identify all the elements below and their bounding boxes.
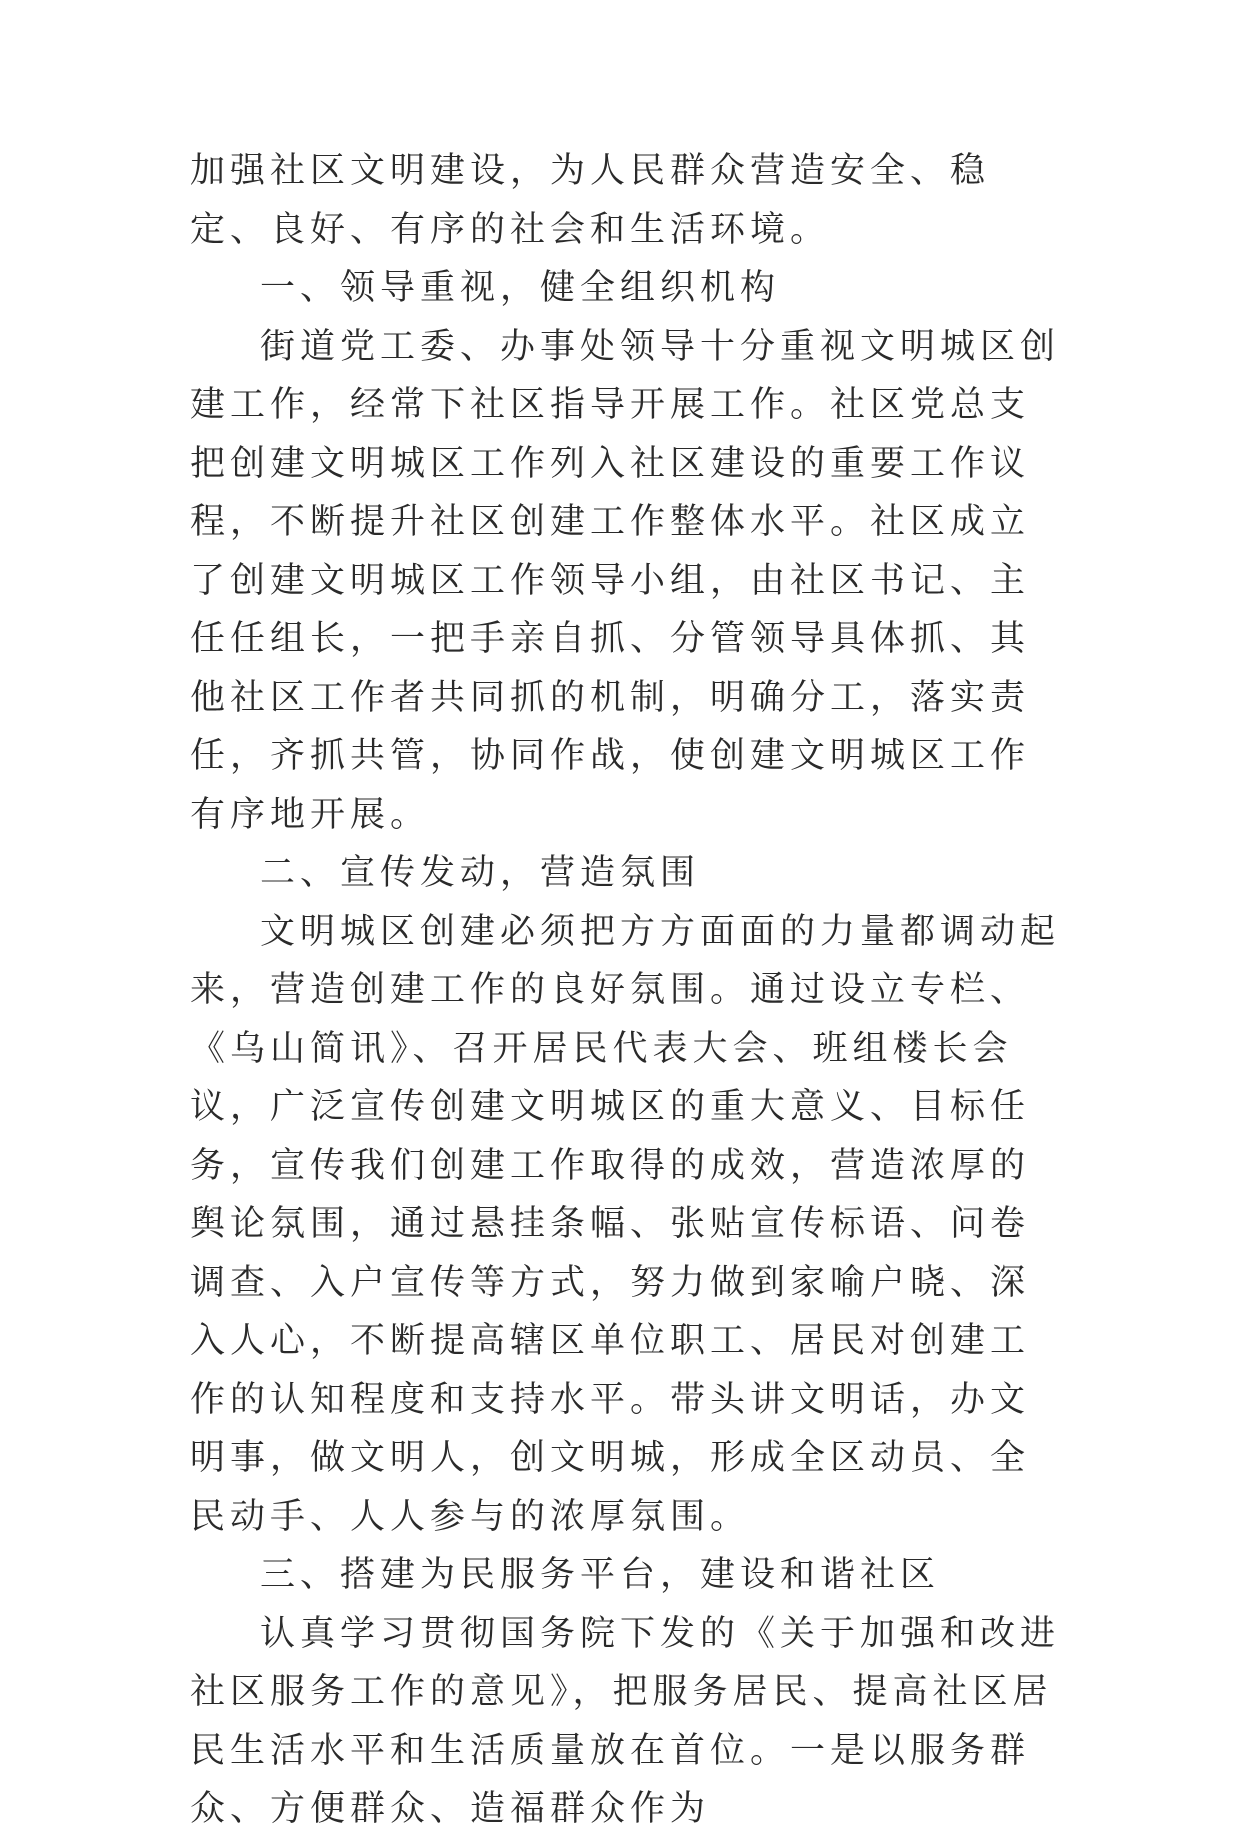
- paragraph-intro-continued: 加强社区文明建设，为人民群众营造安全、稳定、良好、有序的社会和生活环境。: [190, 151, 991, 250]
- paragraph-section-2: 文明城区创建必须把方方面面的力量都调动起来，营造创建工作的良好氛围。通过设立专栏、《乌山简讯》、召开居民代表大会、班组楼长会议，广泛宣传创建文明城区的重大意义、目标任务，宣传我们创建工作取得的成效，营造浓厚的舆论氛围，通过悬挂条幅、张贴宣传标语、问卷调查、入户宣传等方式，努力做到家喻户晓、深入人心，不断提高辖区单位职工、居民对创建工作的认知程度和支持水平。带头讲文明话，办文明事，做文明人，创文明城，形成全区动员、全民动手、人人参与的浓厚氛围。: [190, 911, 1061, 1537]
- section-heading-3: 三、搭建为民服务平台，建设和谐社区: [260, 1555, 941, 1595]
- paragraph-section-3: 认真学习贯彻国务院下发的《关于加强和改进社区服务工作的意见》，把服务居民、提高社区居民生活水平和生活质量放在首位。一是以服务群众、方便群众、造福群众作为: [190, 1613, 1061, 1829]
- document-body: [190, 142, 1060, 1839]
- section-heading-2: 二、宣传发动，营造氛围: [260, 853, 701, 893]
- paragraph-section-1: 街道党工委、办事处领导十分重视文明城区创建工作，经常下社区指导开展工作。社区党总支把创建文明城区工作列入社区建设的重要工作议程，不断提升社区创建工作整体水平。社区成立了创建文明城区工作领导小组，由社区书记、主任任组长，一把手亲自抓、分管领导具体抓、其他社区工作者共同抓的机制，明确分工，落实责任，齐抓共管，协同作战，使创建文明城区工作有序地开展。: [190, 326, 1061, 835]
- section-heading-1: 一、领导重视，健全组织机构: [260, 268, 781, 308]
